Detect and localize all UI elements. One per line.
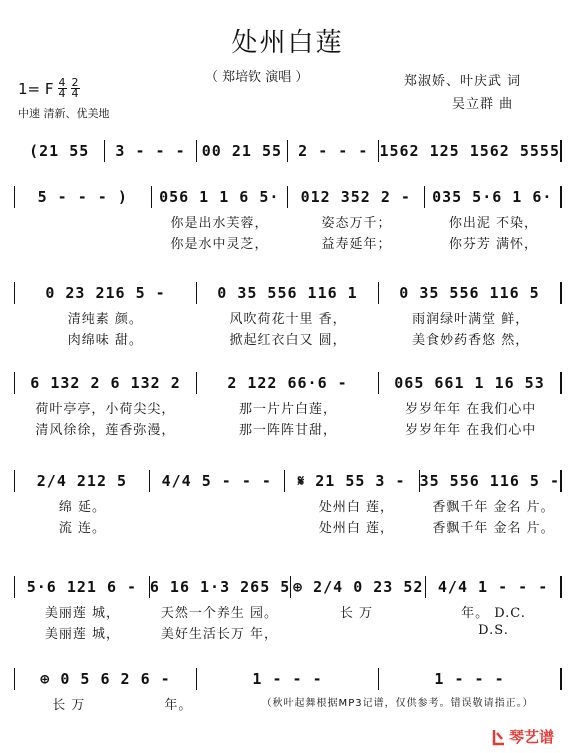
singer-credit: （ 郑培钦 演唱 ） [205,70,309,85]
lyric-segment: 天然一个养生 园。 [160,606,279,621]
score-row [14,668,562,714]
lyric-segment: 你芬芳 满怀， [448,237,539,252]
lyric-segment: 雨润绿叶满堂 鲜， [412,312,530,327]
lyric-segment: 年。 [164,698,193,713]
lyric-segment: 清纯素 颜。 [67,312,143,327]
measure: (21 55 [29,142,90,160]
music-line [14,668,562,690]
lyric-segment: 你是出水芙蓉， [170,216,269,231]
measure: 1 - - - [434,670,505,688]
lyric-segment: 你是水中灵芝， [170,237,269,252]
site-logo [492,726,554,747]
measure: 2 122 66·6 - [227,374,348,392]
key-signature [18,78,80,99]
lyric-line-1 [14,496,562,515]
barline [560,282,562,304]
score-row [14,576,562,642]
measure: 00 21 55 [201,142,283,160]
measure: 2 - - - [298,142,369,160]
lyric-segment: 绵 延。 [58,500,107,515]
lyric-segment: 美丽莲 城， [44,627,121,642]
time-den-2: 4 [71,87,79,100]
lyric-segment: 流 连。 [58,521,107,536]
lyric-segment [14,212,151,231]
score-row [14,140,562,186]
measure: 𝄋 21 55 3 - [297,472,406,490]
measure: 2/4 212 5 [36,472,128,490]
measure: 035 5·6 1 6· [432,188,553,206]
lyric-segment [14,233,151,252]
measure: 3 - - - [115,142,186,160]
measure: 065 661 1 16 53 [394,374,545,392]
measure: 1562 125 1562 5555 [379,142,560,160]
time-den-1: 4 [58,87,66,100]
lyric-line-1 [14,602,562,621]
lyric-segment: 那一阵阵甘甜， [239,423,338,438]
page-title: 处州白莲 [231,28,344,58]
measure: 5·6 121 6 - [26,578,138,596]
music-line [14,140,562,162]
measure: 6 16 1·3 265 5 [149,578,291,596]
lyric-segment: 香飘千年 金名 片。 [432,521,555,536]
lyric-segment: 岁岁年年 在我们心中 [405,402,537,417]
lyric-segment: 清风徐徐，莲香弥漫， [35,423,176,438]
lyricist-credit: 郑淑娇、叶庆武 词 [404,74,522,89]
lyric-segment: D.S. [478,623,509,638]
measure: 012 352 2 - [300,188,411,206]
lyric-segment: 长 万 [52,698,86,713]
music-line [14,186,562,208]
lyric-segment: 岁岁年年 在我们心中 [405,423,537,438]
measure: 6 132 2 6 132 2 [30,374,181,392]
lyric-segment: 美丽莲 城， [44,606,121,621]
lyric-segment: 长 万 [339,606,374,621]
lyric-segment: 香飘千年 金名 片。 [432,500,555,515]
music-line [14,372,562,394]
time-signature-1 [58,78,67,99]
barline [560,186,562,208]
lyric-segment: 荷叶亭亭，小荷尖尖， [35,402,176,417]
lyric-segment: 益寿延年； [321,237,392,252]
time-num-1: 4 [58,76,66,89]
time-num-2: 2 [71,76,79,89]
lyric-line-2 [14,419,562,438]
measure: ⊕ 0 5 6 2 6 - [40,670,171,688]
lyric-segment: 姿态万千； [321,216,392,231]
score-row [14,282,562,348]
lyric-segment: 你出泥 不染， [448,216,539,231]
lyric-line-1 [14,212,562,231]
lyric-line-1 [14,694,562,713]
music-line [14,470,562,492]
lyric-segment: 风吹荷花十里 香， [229,312,347,327]
lyric-segment: 那一片片白莲， [239,402,338,417]
measure: 0 23 216 5 - [45,284,166,302]
measure: 4/4 5 - - - [161,472,272,490]
music-line [14,282,562,304]
lyric-line-2 [14,517,562,536]
lyric-segment: （秋叶起舞根据MP3记谱，仅供参考。错误敬请指正。） [261,698,534,709]
time-signature-2 [71,78,80,99]
measure: 4/4 1 - - - [437,578,549,596]
tempo-marking: 中速 清新、优美地 [18,107,110,120]
lyric-segment: 掀起红衣白又 圆， [229,333,347,348]
music-line [14,576,562,598]
barline [560,470,562,492]
score-row [14,186,562,252]
score-row [14,372,562,438]
lyric-segment: 肉绵味 甜。 [67,333,143,348]
measure: 1 - - - [252,670,323,688]
lyric-line-1 [14,398,562,417]
lyric-segment [151,517,288,536]
barline [560,576,562,598]
composer-credit: 吴立群 曲 [452,97,514,112]
measure: 35 556 116 5 - [419,472,561,490]
lyric-segment: 美好生活长万 年， [160,627,279,642]
lyric-line-2 [14,233,562,252]
lyric-segment: 年。 D.C. [461,606,526,621]
barline [560,668,562,690]
logo-icon [492,729,506,745]
lyric-segment: 美食妙药香悠 然， [412,333,530,348]
measure: 0 35 556 116 1 [217,284,358,302]
key-label: 1= F [18,79,54,98]
lyric-segment: 处州白 莲， [318,500,395,515]
lyric-segment: 处州白 莲， [318,521,395,536]
score-row [14,470,562,536]
lyric-segment [151,496,288,515]
lyric-line-2 [14,329,562,348]
measure: 5 - - - ) [37,188,128,206]
lyric-line-1 [14,308,562,327]
lyric-segment [288,623,425,642]
measure: 0 35 556 116 5 [399,284,540,302]
logo-text: 琴艺谱 [509,728,555,746]
barline [560,140,562,162]
measure: 056 1 1 6 5· [159,188,280,206]
measure: ⊕ 2/4 0 23 52 [293,578,424,596]
barline [560,372,562,394]
lyric-line-2 [14,623,562,642]
